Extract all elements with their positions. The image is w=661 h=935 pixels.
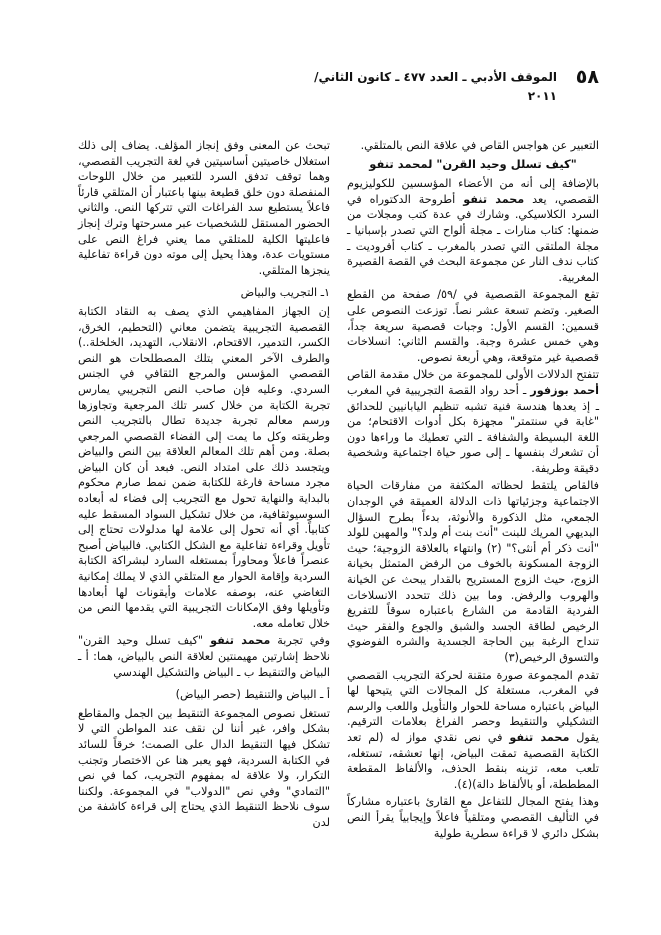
paragraph: إن الجهاز المفاهيمي الذي يصف به النقاد الكتابة القصصية التجريبية يتضمن معاني (التحطيم، الخرق، الكسر، التدمير، الاقتحام، الانقلاب، التهديد، الخلخلة..) والطرف الآخر المعني بتلك المصطلحات هو النص القصصي المؤسس والمرجع الثقافي في الجنس السردي. وعليه فإن صاحب النص التجريبي يمارس تجربة الكتابة من خلال كسر تلك المرجعية وتجاوزها ورسم معالم تجربة جديدة تطال بالتجريب النص وطريقته وكل ما يمت إلى الفضاء القصصي المرجعي بصلة. ومن أهم تلك المعالم العلاقة بين النص والبياض ويتجسد ذلك على امتداد النص. فبعد أن كان البياض مجرد مساحة فارغة للكتابة ضمن نمط صارم محكوم بالبداية والنهاية تحول مع التجريب إلى فضاء له أبعاده السوسيوثقافية، من خلال تشكيل السواد المسقط عليه كتابياً. أي أنه تحول إلى علامة لها مدلولات تحتاج إلى تأويل وقراءة تفاعلية مع الشكل الكتابي. فالبياض أصبح عنصراً فاعلاً ومحاوراً بمستغله السارد لبشراكة الكتابة السردية وإقامة الحوار مع المتلقي الذي لا يملك إمكانية التغاضي عنه، بوصفه علامات وأيقونات لها أبعادها وتأويلها وفق الإمكانات التجريبية التي يقدمها النص من خلال تعامله معه. <box>78 304 330 630</box>
paragraph: فالقاص يلتقط لحظاته المكثفة من مفارقات الحياة الاجتماعية وجزئياتها ذات الدلالة العميقة في الوجدان الجمعي، مثل الذكورة والأنوثة، بدءاً بطرح السؤال البديهي المريك للبنت "أنت بنت أم ولد؟" والمهين للولد "أنت ذكر أم أنثى؟" (٢) وانتهاء بالعلاقة الزوجية؛ حيث الزوجة المسكونة بالخوف من الرفض المتمثل بخيانة الزوج، حيث الزوج المستريح بالقدار يبحث عن الخيانة والهروب والرفض. وما بين ذلك تتحدد الانسلاخات الفردية القادمة من الشارع باعتباره سوقاً للتفريغ الرخيص لطاقة الجسد والشبق والجوع والفقر حيث تنداح الرغبة بين الحاجة الجسدية والشره الفوضوي والتسوق الرخيص(٣) <box>347 479 599 664</box>
running-head-line2: ٢٠١١ <box>527 89 557 103</box>
page-number: ٥٨ <box>575 66 599 88</box>
paragraph: وفي تجربة محمد تنفو "كيف تسلل وحيد القرن" نلاحظ إشارتين مهيمنتين لعلاقة النص بالبياض، هما: أ ـ البياض والتنقيط ب ـ البياض والتشكيل الهندسي <box>78 634 330 679</box>
author-name: أحمد بوزفور <box>530 383 599 397</box>
paragraph: تقدم المجموعة صورة متقنة لحركة التجريب القصصي في المغرب، مستغلة كل المجالات التي يتيحها لها البياض باعتباره مساحة للحوار والتأويل واللعب والرسم التشكيلي والتنقيط وحصر الفراغ بعلامات الترقيم. يقول محمد تنفو في نص نقدي مواز له (لم تعد الكتابة القصصية تمقت البياض، إنها تعشقه، تستغله، تلعب معه، تزينه بنقط الحذف، والألفاظ المقطعة المطططة، أو بالألفاظ دالة)(٤). <box>347 668 599 791</box>
paragraph: تقع المجموعة القصصية في /٥٩/ صفحة من القطع الصغير. وتضم تسعة عشر نصاً. توزعت النصوص على قسمين: القسم الأول: وجبات قصصية سريعة جداً، وهي خمس عشرة وجبة. والقسم الثاني: انسلاخات قصصية غير متوقعة، وهي أربعة نصوص. <box>347 288 599 364</box>
paragraph: وهذا يفتح المجال للتفاعل مع القارئ باعتباره مشاركاً في التأليف القصصي ومتلقياً فاعلاً وإيجابياً يقرأ النص بشكل دائري لا قراءة سطرية طولية <box>347 795 599 840</box>
running-head <box>314 68 557 106</box>
running-head-line1: الموقف الأدبي ـ العدد ٤٧٧ ـ كانون الثاني/ <box>314 70 557 84</box>
left-column <box>78 138 330 833</box>
paragraph: بالإضافة إلى أنه من الأعضاء المؤسسين للكوليزيوم القصصي، يعد محمد تنفو أطروحة الدكتوراه في السرد الكلاسيكي. وشارك في عدة كتب ومجلات من ضمنها: كتاب منارات ـ مجلة ألواح التي تصدر بإسبانيا ـ مجلة الملتقى التي تصدر بالمغرب ـ كتاب أفروديت ـ كتاب ندف النار عن مجموعة البحث في القصة القصيرة المغربية. <box>347 177 599 284</box>
right-column <box>347 138 599 843</box>
author-name: محمد تنفو <box>509 730 570 744</box>
page-header <box>70 66 599 114</box>
article-title: "كيف تسلل وحيد القرن" لمحمد تنفو <box>369 156 577 171</box>
paragraph: تبحث عن المعنى وفق إنجاز المؤلف. يضاف إلى ذلك استغلال خاصيتين أساسيتين في لغة التجريب القصصي، وهما توقف تدفق السرد للتعبير من خلال اللوحات المنفصلة دون خلق قطيعة بينها باعتبار أن المتلقي قارئاً فاعلاً يستطيع سد الفراغات التي تتركها النص. والثاني الحضور المستقل للشخصيات عبر مسرحتها وترك إنجاز فاعليتها الكلية للمتلقي مما يعني فراغ النص على مستويات عدة، وهذا يحيل إلى موته دون قراءة تفاعلية ينجزها المتلقي. <box>78 139 330 277</box>
paragraph: تتفتح الدلالات الأولى للمجموعة من خلال مقدمة القاص أحمد بوزفور ـ أحد رواد القصة التجريبية في المغرب ـ إذ يعدها هندسة فنية تشبه تنظيم اليابانيين للحدائق "غابة في سنتمتر" مجهزة بكل أدوات الاقتحام؛ من اللغة البسيطة والشفافة ـ التي تعطيك ما وراءها دون أن تشعرك بنفسها ـ إلى صور حياة اجتماعية وشخصية دقيقة وطريفة. <box>347 368 599 475</box>
author-name: محمد تنفو <box>210 634 271 648</box>
section-heading: أ ـ البياض والتنقيط (حصر البياض) <box>175 688 330 702</box>
section-heading: ١ـ التجريب والبياض <box>240 286 330 300</box>
paragraph: التعبير عن هواجس القاص في علاقة النص بالمتلقي. <box>360 139 599 152</box>
paragraph: تستغل نصوص المجموعة التنقيط بين الجمل والمقاطع بشكل وافر، غير أننا لن نقف عند المواطن التي لا تشكل فيها التنقيط الدال على الصمت؛ خرقاً للسائد في الكتابة السردية، فهو يعبر هنا عن الاختصار وتجنب التكرار، ولا علاقة له بمفهوم التجريب، كما في نص "التمادي" وفي نص "الدولاب" في المجموعة. ولكننا سوف نلاحظ التنقيط الذي يحتاج إلى قراءة كاشفة من لدن <box>78 706 330 829</box>
author-name: محمد تنفو <box>463 192 525 206</box>
